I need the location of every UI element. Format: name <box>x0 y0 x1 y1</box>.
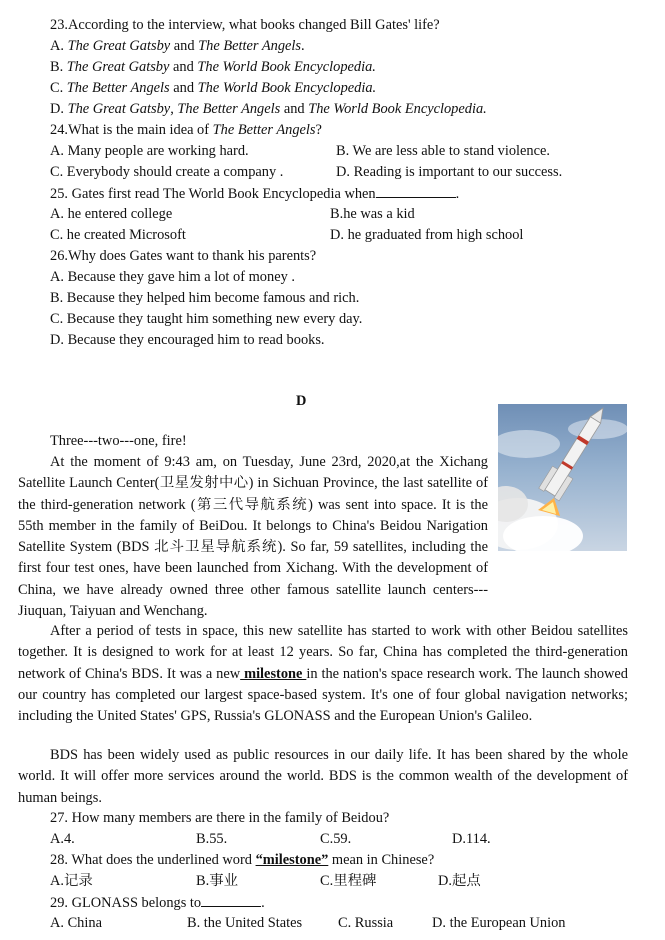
question-23-option-c: C. The Better Angels and The World Book Encyclopedia. <box>50 80 377 96</box>
answer-blank <box>376 183 456 198</box>
question-24-option-b: B. We are less able to stand violence. <box>336 143 550 159</box>
question-25-option-b: B.he was a kid <box>330 206 415 222</box>
passage-paragraph-2-wrap <box>18 452 488 622</box>
question-28-option-a: A.记录 <box>50 873 93 889</box>
question-29-option-d: D. the European Union <box>432 915 566 931</box>
question-25-option-a: A. he entered college <box>50 206 173 222</box>
passage-paragraph-3: After a period of tests in space, this new satellite has started to work with other Beidou satellites together. It is designed to work for at least 12 years. So far, China has completed the third-generation network of China's BDS. It was a new milestone in the nation's space research work. The launch showed our country has completed our largest space-based system. It's one of four global navigation networks; including the United States' GPS, Russia's GLONASS and the European Union's Galileo. <box>18 623 629 725</box>
question-28-option-b: B.事业 <box>196 873 238 889</box>
answer-blank <box>201 892 261 907</box>
question-26-stem: 26.Why does Gates want to thank his parents? <box>50 248 317 264</box>
question-25-option-c: C. he created Microsoft <box>50 227 186 243</box>
underlined-word-milestone: milestone <box>240 665 307 682</box>
rocket-launch-image <box>498 404 627 551</box>
passage-paragraph-4: BDS has been widely used as public resources in our daily life. It has been shared by the whole world. It will offer more services around the world. BDS is the common wealth of the development of human beings. <box>18 747 628 806</box>
question-29-option-b: B. the United States <box>187 915 303 931</box>
question-27-option-d: D.114. <box>452 831 491 847</box>
question-24-option-c: C. Everybody should create a company . <box>50 164 284 180</box>
question-23-option-d: D. The Great Gatsby, The Better Angels and The World Book Encyclopedia. <box>50 101 487 117</box>
question-29-stem: 29. GLONASS belongs to . <box>50 892 265 913</box>
question-24-option-a: A. Many people are working hard. <box>50 143 249 159</box>
underlined-word-milestone-question: “milestone” <box>255 852 329 868</box>
question-29-option-a: A. China <box>50 915 102 931</box>
question-23-stem: 23.According to the interview, what books changed Bill Gates' life? <box>50 17 440 33</box>
question-25-stem: 25. Gates first read The World Book Encyclopedia when . <box>50 183 459 204</box>
question-27-stem: 27. How many members are there in the family of Beidou? <box>50 810 390 826</box>
passage-paragraph-1: Three---two---one, fire! <box>50 433 187 449</box>
question-26-option-b: B. Because they helped him become famous and rich. <box>50 290 360 306</box>
question-23-option-b: B. The Great Gatsby and The World Book Encyclopedia. <box>50 59 376 75</box>
passage-paragraph-2: At the moment of 9:43 am, on Tuesday, June 23rd, 2020,at the Xichang Satellite Launch Center(卫星发射中心) in Sichuan Province, the last satellite of the third-generation network (第三代导航系统) was sent into space. It is the 55th member in the family of BeiDou. It belongs to China's Beidou Narigation Satellite System (BDS 北斗卫星导航系统). So far, 59 satellites, including the first four test ones, have been launched from Xichang. With the development of China, we have already owned three other famous satellite launch centers---Jiuquan, Taiyuan and Wenchang. <box>18 454 488 620</box>
question-25-option-d: D. he graduated from high school <box>330 227 524 243</box>
question-27-option-a: A.4. <box>50 831 75 847</box>
question-24-stem: 24.What is the main idea of The Better Angels? <box>50 122 322 138</box>
question-27-option-c: C.59. <box>320 831 352 847</box>
question-29-option-c: C. Russia <box>338 915 394 931</box>
question-26-option-a: A. Because they gave him a lot of money . <box>50 269 295 285</box>
question-28-option-c: C.里程碑 <box>320 873 377 889</box>
question-28-option-d: D.起点 <box>438 873 481 889</box>
question-26-option-d: D. Because they encouraged him to read books. <box>50 332 325 348</box>
question-28-stem: 28. What does the underlined word “milestone” mean in Chinese? <box>50 852 435 868</box>
question-27-option-b: B.55. <box>196 831 228 847</box>
section-heading: D <box>296 393 307 409</box>
question-26-option-c: C. Because they taught him something new every day. <box>50 311 363 327</box>
question-23-option-a: A. The Great Gatsby and The Better Angels. <box>50 38 305 54</box>
question-24-option-d: D. Reading is important to our success. <box>336 164 563 180</box>
